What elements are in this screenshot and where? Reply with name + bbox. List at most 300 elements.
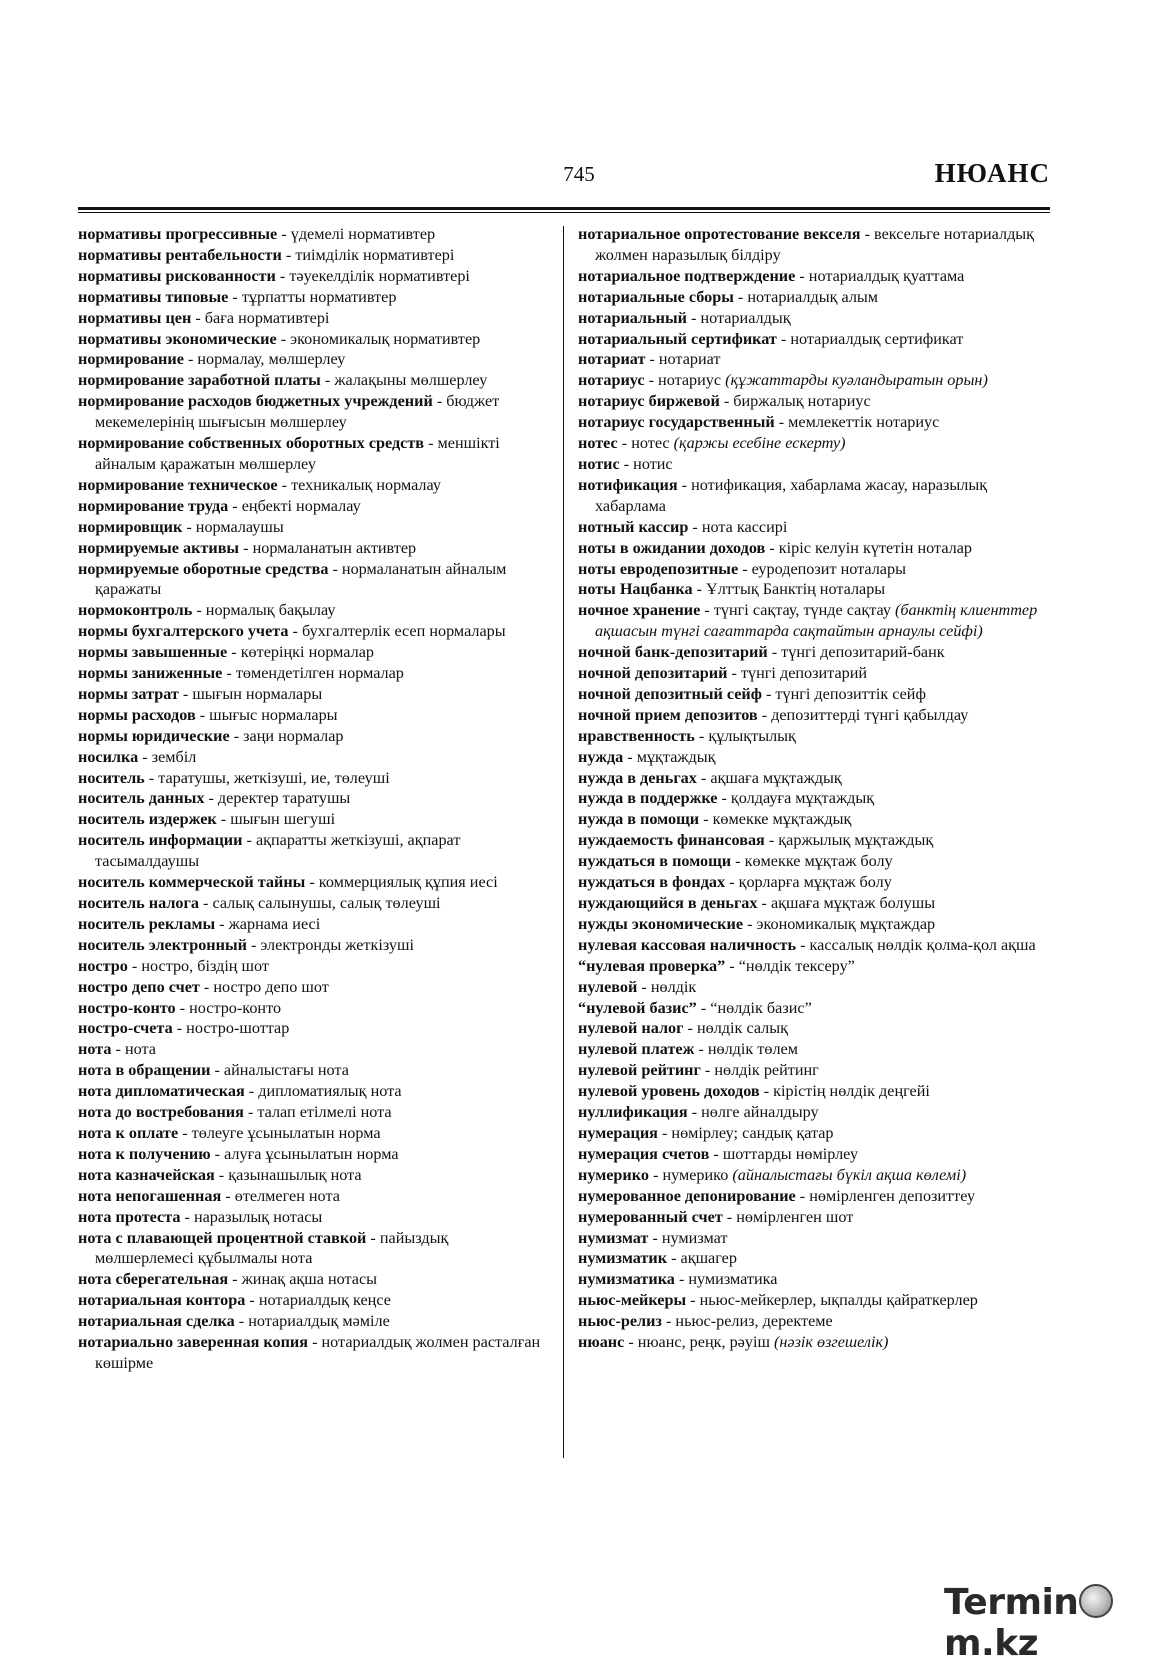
- entry-term: нормы завышенные: [78, 643, 228, 662]
- entry-definition: алуға ұсынылатын норма: [224, 1144, 399, 1163]
- running-head: НЮАНС: [934, 158, 1050, 188]
- entry-definition: таратушы, жеткізуші, ие, төлеуші: [158, 768, 390, 787]
- entry-term: нотариальная контора: [78, 1291, 246, 1310]
- entry-term: ночной депозитный сейф: [578, 684, 762, 703]
- dictionary-entry: [78, 538, 548, 559]
- entry-separator: -: [764, 831, 779, 850]
- header-rule-thick: [78, 207, 1050, 210]
- entry-separator: -: [761, 684, 776, 703]
- entry-definition: жинақ ақша нотасы: [241, 1270, 378, 1289]
- entry-definition: пайыздық мөлшерлемесі құбылмалы нота: [95, 1228, 449, 1268]
- entry-separator: -: [709, 1144, 723, 1163]
- dictionary-entry: [578, 559, 1056, 580]
- entry-term: нуждающийся в деньгах: [578, 894, 758, 912]
- entry-separator: -: [227, 643, 241, 662]
- entry-separator: -: [699, 810, 713, 829]
- dictionary-entry: [78, 935, 548, 956]
- entry-separator: -: [432, 392, 447, 411]
- entry-term: ностро: [78, 956, 128, 975]
- entry-term: нюанс: [578, 1333, 625, 1352]
- entry-term: нормативы типовые: [78, 287, 229, 306]
- entry-definition: жалақыны мөлшерлеу: [334, 371, 488, 390]
- dictionary-entry: [578, 349, 1056, 370]
- dictionary-entry: [78, 914, 548, 935]
- entry-term: нотариальная сделка: [78, 1312, 235, 1331]
- entry-definition: наразылық нотасы: [193, 1207, 323, 1226]
- dictionary-entry: [578, 517, 1056, 538]
- entry-separator: -: [657, 1123, 672, 1142]
- dictionary-entry: [578, 600, 1056, 642]
- entry-definition: қазынашылық нота: [228, 1165, 362, 1184]
- dictionary-entry: [578, 914, 1056, 935]
- entry-separator: -: [243, 1103, 258, 1122]
- dictionary-entry: [578, 224, 1056, 266]
- entry-separator: -: [731, 852, 745, 871]
- entry-term: нужда в поддержке: [578, 789, 718, 808]
- entry-term: нормы расходов: [78, 705, 196, 724]
- entry-term: носитель рекламы: [78, 914, 216, 933]
- entry-term: нужда: [578, 747, 624, 766]
- entry-term: нулевой платеж: [578, 1040, 695, 1059]
- entry-definition: нөмірленген шот: [736, 1207, 854, 1226]
- entry-note: (банктің клиенттер ақшасын түнгі сағаттарда сақтайтын арнаулы сейфі): [595, 601, 1038, 641]
- entry-term: нотный кассир: [578, 517, 689, 536]
- dictionary-entry: [578, 1290, 1056, 1311]
- entry-definition: ақшаға мұқтаждық: [710, 768, 842, 787]
- dictionary-entry: [78, 1081, 548, 1102]
- entry-definition: нотариалдық: [700, 308, 791, 327]
- dictionary-entry: [578, 663, 1056, 684]
- entry-definition: кіріс келуін күтетін ноталар: [778, 538, 973, 557]
- entry-term: нумизмат: [578, 1228, 649, 1247]
- dictionary-entry: [578, 851, 1056, 872]
- entry-separator: -: [214, 1165, 229, 1184]
- entry-separator: -: [757, 705, 772, 724]
- header-rule-thin: [78, 212, 1050, 213]
- entry-term: нужды экономические: [578, 914, 744, 933]
- entry-separator: -: [686, 1291, 700, 1310]
- entry-term: нормируемые активы: [78, 538, 240, 557]
- entry-separator: -: [686, 308, 701, 327]
- dictionary-entry: [578, 454, 1056, 475]
- dictionary-entry: [78, 768, 548, 789]
- dictionary-entry: [78, 224, 548, 245]
- entry-separator: -: [687, 1103, 702, 1122]
- dictionary-entry: [578, 412, 1056, 433]
- entry-separator: -: [221, 1186, 235, 1205]
- entry-term: нормирование собственных оборотных средств: [78, 434, 425, 453]
- dictionary-entry: [578, 830, 1056, 851]
- entry-separator: -: [183, 350, 198, 369]
- entry-term: нота сберегательная: [78, 1270, 229, 1289]
- entry-separator: -: [244, 1082, 259, 1101]
- dictionary-entry: [78, 349, 548, 370]
- entry-term: нужда в деньгах: [578, 768, 697, 787]
- entry-definition: заңи нормалар: [243, 726, 344, 745]
- entry-separator: -: [667, 1249, 681, 1268]
- entry-term: нумерация: [578, 1123, 658, 1142]
- entry-term: нумерико: [578, 1165, 649, 1184]
- entry-separator: -: [774, 413, 789, 432]
- entry-definition: нөлдік салық: [696, 1019, 788, 1038]
- dictionary-entry: [578, 1311, 1056, 1332]
- entry-definition: экономикалық мұқтаждар: [756, 914, 936, 933]
- entry-note: (құжаттарды куәландыратын орын): [725, 371, 988, 390]
- entry-separator: -: [366, 1228, 380, 1247]
- entry-separator: -: [229, 726, 244, 745]
- entry-separator: -: [242, 831, 256, 850]
- entry-definition: ақпаратты жеткізуші, ақпарат тасымалдаушы: [95, 831, 461, 871]
- entry-separator: -: [424, 434, 438, 453]
- entry-term: носитель коммерческой тайны: [78, 873, 306, 892]
- entry-term: нота к получению: [78, 1144, 211, 1163]
- entry-separator: -: [239, 538, 253, 557]
- entry-separator: -: [796, 935, 810, 954]
- dictionary-entry: [78, 1060, 548, 1081]
- dictionary-entry: [578, 747, 1056, 768]
- entry-definition: қорларға мұқтаж болу: [738, 873, 892, 892]
- watermark-suffix: m.kz: [944, 1623, 1039, 1664]
- entry-definition: құлықтылық: [708, 726, 796, 745]
- entry-term: ночное хранение: [578, 601, 701, 620]
- entry-term: нулевой уровень доходов: [578, 1082, 760, 1101]
- entry-definition: төмендетілген нормалар: [235, 664, 404, 683]
- entry-definition: нотес: [631, 434, 674, 453]
- entry-separator: -: [245, 1291, 259, 1310]
- entry-separator: -: [759, 1082, 774, 1101]
- entry-separator: -: [328, 559, 342, 578]
- entry-separator: -: [795, 1186, 810, 1205]
- entry-separator: -: [688, 517, 702, 536]
- dictionary-entry: [78, 329, 548, 350]
- dictionary-entry: [78, 1311, 548, 1332]
- entry-term: нота протеста: [78, 1207, 181, 1226]
- entry-definition: нормалау, мөлшерлеу: [197, 350, 346, 369]
- entry-term: нормоконтроль: [78, 601, 193, 620]
- entry-separator: -: [767, 643, 782, 662]
- column-divider: [563, 226, 564, 1458]
- entry-separator: -: [677, 475, 692, 494]
- entry-separator: -: [683, 1019, 697, 1038]
- entry-term: нотариус государственный: [578, 413, 775, 432]
- entry-definition: нормалаушы: [195, 517, 284, 536]
- entry-definition: ностро, біздің шот: [141, 956, 269, 975]
- entry-separator: -: [276, 329, 291, 348]
- entry-definition: ақшагер: [680, 1249, 737, 1268]
- entry-term: ностро депо счет: [78, 977, 200, 996]
- dictionary-entry: [78, 893, 548, 914]
- entry-separator: -: [308, 1333, 322, 1352]
- entry-term: ночной депозитарий: [578, 664, 728, 683]
- entry-definition: нотариалдық сертификат: [790, 329, 964, 348]
- entry-term: нулевой налог: [578, 1019, 684, 1038]
- entry-definition: жарнама иесі: [228, 914, 321, 933]
- entry-definition: нумизмат: [661, 1228, 728, 1247]
- entry-separator: -: [228, 287, 242, 306]
- entry-separator: -: [645, 350, 659, 369]
- dictionary-entry: [78, 830, 548, 872]
- entry-definition: баға нормативтері: [204, 308, 330, 327]
- entry-definition: “нөлдік тексеру”: [738, 956, 855, 975]
- dictionary-entry: [78, 747, 548, 768]
- dictionary-entry: [578, 893, 1056, 914]
- entry-separator: -: [743, 914, 757, 933]
- entry-term: нуждаться в помощи: [578, 852, 732, 871]
- dictionary-entry: [578, 1039, 1056, 1060]
- entry-term: носитель информации: [78, 831, 243, 850]
- entry-separator: -: [195, 705, 210, 724]
- entry-definition: ностро-конто: [189, 998, 282, 1017]
- entry-definition: қаржылық мұқтаждық: [778, 831, 934, 850]
- entry-definition: вексельге нотариалдық жолмен наразылық білдіру: [595, 225, 1035, 264]
- dictionary-entry: [578, 1332, 1056, 1353]
- entry-note: (нәзік өзгешелік): [773, 1333, 889, 1352]
- entry-definition: еуродепозит ноталары: [751, 559, 906, 578]
- entry-term: нотариус: [578, 371, 645, 390]
- entry-definition: нотариалдық қуаттама: [808, 266, 965, 285]
- dictionary-entry: [78, 956, 548, 977]
- entry-definition: экономикалық нормативтер: [290, 329, 481, 348]
- dictionary-entry: [78, 998, 548, 1019]
- entry-term: ньюс-релиз: [578, 1312, 662, 1331]
- dictionary-entry: [578, 579, 1056, 600]
- entry-definition: нормаланатын активтер: [252, 538, 417, 557]
- globe-icon: [1079, 1584, 1113, 1618]
- entry-term: нормировщик: [78, 517, 183, 536]
- dictionary-entry: [578, 1269, 1056, 1290]
- entry-definition: қолдауға мұқтаждық: [730, 789, 875, 808]
- entry-definition: көмекке мұқтаждық: [712, 810, 852, 829]
- entry-separator: -: [624, 1333, 638, 1352]
- entry-definition: бухгалтерлік есеп нормалары: [301, 622, 506, 641]
- entry-separator: -: [719, 392, 734, 411]
- entry-definition: көмекке мұқтаж болу: [744, 852, 893, 871]
- entry-definition: меншікті айналым қаражатын мөлшерлеу: [95, 434, 500, 473]
- entry-definition: ностро-шоттар: [186, 1019, 290, 1038]
- entry-definition: кассалық нөлдік қолма-қол ақша: [809, 935, 1036, 954]
- dictionary-entry: [578, 1144, 1056, 1165]
- entry-definition: нормаланатын айналым қаражаты: [95, 559, 507, 599]
- entry-term: нотариальный сертификат: [578, 329, 777, 348]
- entry-term: нота в обращении: [78, 1061, 211, 1080]
- entry-term: нотариальный: [578, 308, 687, 327]
- entry-definition: нотис: [633, 454, 673, 473]
- entry-term: нуллификация: [578, 1103, 688, 1122]
- dictionary-entry: [578, 1081, 1056, 1102]
- entry-separator: -: [700, 601, 714, 620]
- entry-term: нормирование: [78, 350, 184, 369]
- entry-separator: -: [619, 454, 634, 473]
- entry-separator: -: [738, 559, 752, 578]
- entry-definition: ньюс-мейкерлер, ықпалды қайраткерлер: [699, 1291, 978, 1310]
- dictionary-entry: [78, 433, 548, 475]
- entry-definition: ньюс-релиз, деректеме: [675, 1312, 833, 1331]
- right-column: [578, 224, 1056, 1353]
- dictionary-entry: [78, 684, 548, 705]
- entry-separator: -: [210, 1061, 224, 1080]
- entry-separator: -: [175, 998, 190, 1017]
- dictionary-entry: [78, 1332, 548, 1374]
- entry-definition: нөлдік төлем: [707, 1040, 798, 1059]
- entry-separator: -: [222, 664, 236, 683]
- entry-definition: түнгі депозиттік сейф: [775, 684, 926, 703]
- entry-term: нотариально заверенная копия: [78, 1333, 309, 1352]
- entry-term: нормативы цен: [78, 308, 192, 327]
- entry-separator: -: [144, 768, 159, 787]
- entry-separator: -: [198, 894, 213, 912]
- entry-separator: -: [111, 1040, 125, 1059]
- entry-separator: -: [733, 287, 748, 306]
- entry-definition: шығыс нормалары: [209, 705, 338, 724]
- entry-term: нормирование техническое: [78, 475, 278, 494]
- entry-separator: -: [860, 225, 875, 243]
- dictionary-entry: [578, 308, 1056, 329]
- entry-term: ностро-счета: [78, 1019, 173, 1038]
- entry-term: нумерованное депонирование: [578, 1186, 796, 1205]
- entry-definition: нөмірлеу; сандық қатар: [671, 1123, 834, 1142]
- left-column: [78, 224, 548, 1374]
- dictionary-entry: [578, 433, 1056, 454]
- entry-separator: -: [757, 894, 771, 912]
- entry-definition: нөлге айналдыру: [701, 1103, 819, 1122]
- entry-definition: техникалық нормалау: [291, 475, 441, 494]
- entry-term: “нулевой базис”: [578, 998, 697, 1017]
- dictionary-entry: [78, 663, 548, 684]
- entry-term: нота дипломатическая: [78, 1082, 245, 1101]
- dictionary-entry: [578, 1228, 1056, 1249]
- entry-term: носитель налога: [78, 894, 199, 912]
- entry-separator: -: [696, 768, 711, 787]
- entry-separator: -: [700, 1061, 715, 1080]
- entry-definition: ностро депо шот: [213, 977, 329, 996]
- entry-separator: -: [192, 601, 206, 620]
- entry-definition: коммерциялық құпия иесі: [318, 873, 498, 892]
- entry-separator: -: [765, 538, 779, 557]
- entry-term: нормативы рискованности: [78, 266, 276, 285]
- entry-definition: үдемелі нормативтер: [290, 225, 436, 243]
- entry-term: нужда в помощи: [578, 810, 700, 829]
- entry-definition: нумерико: [662, 1165, 733, 1184]
- dictionary-entry: [578, 1165, 1056, 1186]
- dictionary-entry: [78, 559, 548, 601]
- entry-term: нумерация счетов: [578, 1144, 710, 1163]
- entry-definition: нотариалдық алым: [747, 287, 879, 306]
- entry-term: нота к оплате: [78, 1123, 179, 1142]
- dictionary-entry: [78, 1228, 548, 1270]
- entry-separator: -: [178, 684, 193, 703]
- entry-separator: -: [795, 266, 809, 285]
- entry-definition: еңбекті нормалау: [241, 496, 361, 515]
- entry-separator: -: [172, 1019, 187, 1038]
- entry-definition: деректер таратушы: [217, 789, 351, 808]
- entry-separator: -: [277, 225, 291, 243]
- entry-separator: -: [776, 329, 791, 348]
- dictionary-entry: [578, 1207, 1056, 1228]
- entry-definition: ақшаға мұқтаж болушы: [770, 894, 936, 912]
- dictionary-entry: [578, 768, 1056, 789]
- dictionary-entry: [578, 1123, 1056, 1144]
- entry-definition: биржалық нотариус: [733, 392, 871, 411]
- page-number: 745: [563, 162, 595, 186]
- entry-term: нулевой рейтинг: [578, 1061, 701, 1080]
- entry-definition: нотариалдық мәміле: [248, 1312, 390, 1331]
- entry-term: нулевая кассовая наличность: [578, 935, 797, 954]
- entry-term: нота: [78, 1040, 112, 1059]
- entry-definition: нормалық бақылау: [205, 601, 336, 620]
- entry-definition: көтеріңкі нормалар: [240, 643, 374, 662]
- entry-separator: -: [694, 1040, 708, 1059]
- dictionary-entry: [578, 998, 1056, 1019]
- entry-term: нормы заниженные: [78, 664, 223, 683]
- entry-separator: -: [127, 956, 142, 975]
- entry-separator: -: [623, 747, 637, 766]
- entry-separator: -: [674, 1270, 689, 1289]
- entry-separator: -: [725, 873, 739, 892]
- dictionary-entry: [78, 1290, 548, 1311]
- entry-definition: электронды жеткізуші: [260, 935, 414, 954]
- dictionary-entry: [78, 1165, 548, 1186]
- dictionary-entry: [78, 1018, 548, 1039]
- entry-term: нотариальные сборы: [578, 287, 734, 306]
- entry-term: нормативы экономические: [78, 329, 277, 348]
- dictionary-entry: [78, 809, 548, 830]
- entry-definition: Ұлттық Банктің ноталары: [706, 580, 886, 599]
- entry-definition: нөмірленген депозиттеу: [809, 1186, 976, 1205]
- entry-term: носитель электронный: [78, 935, 247, 954]
- entry-separator: -: [281, 245, 296, 264]
- entry-separator: -: [305, 873, 319, 892]
- entry-term: ноты евродепозитные: [578, 559, 739, 578]
- dictionary-entry: [78, 245, 548, 266]
- entry-term: носитель: [78, 768, 145, 787]
- dictionary-entry: [78, 788, 548, 809]
- entry-definition: өтелмеген нота: [234, 1186, 340, 1205]
- dictionary-entry: [578, 956, 1056, 977]
- entry-separator: -: [717, 789, 731, 808]
- dictionary-entry: [578, 809, 1056, 830]
- entry-note: (қаржы есебіне ескерту): [673, 434, 846, 453]
- entry-definition: талап етілмелі нота: [257, 1103, 392, 1122]
- dictionary-entry: [578, 475, 1056, 517]
- dictionary-entry: [78, 642, 548, 663]
- dictionary-entry: [578, 977, 1056, 998]
- entry-definition: зембіл: [151, 747, 197, 766]
- entry-term: нотариальное подтверждение: [578, 266, 796, 285]
- entry-definition: нөлдік рейтинг: [714, 1061, 819, 1080]
- entry-term: нормативы рентабельности: [78, 245, 282, 264]
- entry-separator: -: [246, 935, 261, 954]
- entry-term: нормативы прогрессивные: [78, 225, 278, 243]
- entry-definition: тиімділік нормативтері: [295, 245, 455, 264]
- entry-separator: -: [182, 517, 196, 536]
- entry-separator: -: [725, 956, 739, 975]
- dictionary-entry: [578, 1018, 1056, 1039]
- entry-separator: -: [228, 1270, 242, 1289]
- dictionary-entry: [578, 935, 1056, 956]
- entry-term: ночной прием депозитов: [578, 705, 758, 724]
- entry-definition: төлеуге ұсынылатын норма: [191, 1123, 381, 1142]
- entry-term: нота казначейская: [78, 1165, 215, 1184]
- entry-definition: салық салынушы, салық төлеуші: [212, 894, 441, 912]
- entry-definition: депозиттерді түнгі қабылдау: [771, 705, 969, 724]
- dictionary-entry: [78, 705, 548, 726]
- dictionary-entry: [78, 266, 548, 287]
- dictionary-entry: [578, 1248, 1056, 1269]
- entry-definition: кірістің нөлдік деңгейі: [773, 1082, 930, 1101]
- dictionary-entry: [78, 1144, 548, 1165]
- dictionary-entry: [578, 1186, 1056, 1207]
- entry-term: ньюс-мейкеры: [578, 1291, 687, 1310]
